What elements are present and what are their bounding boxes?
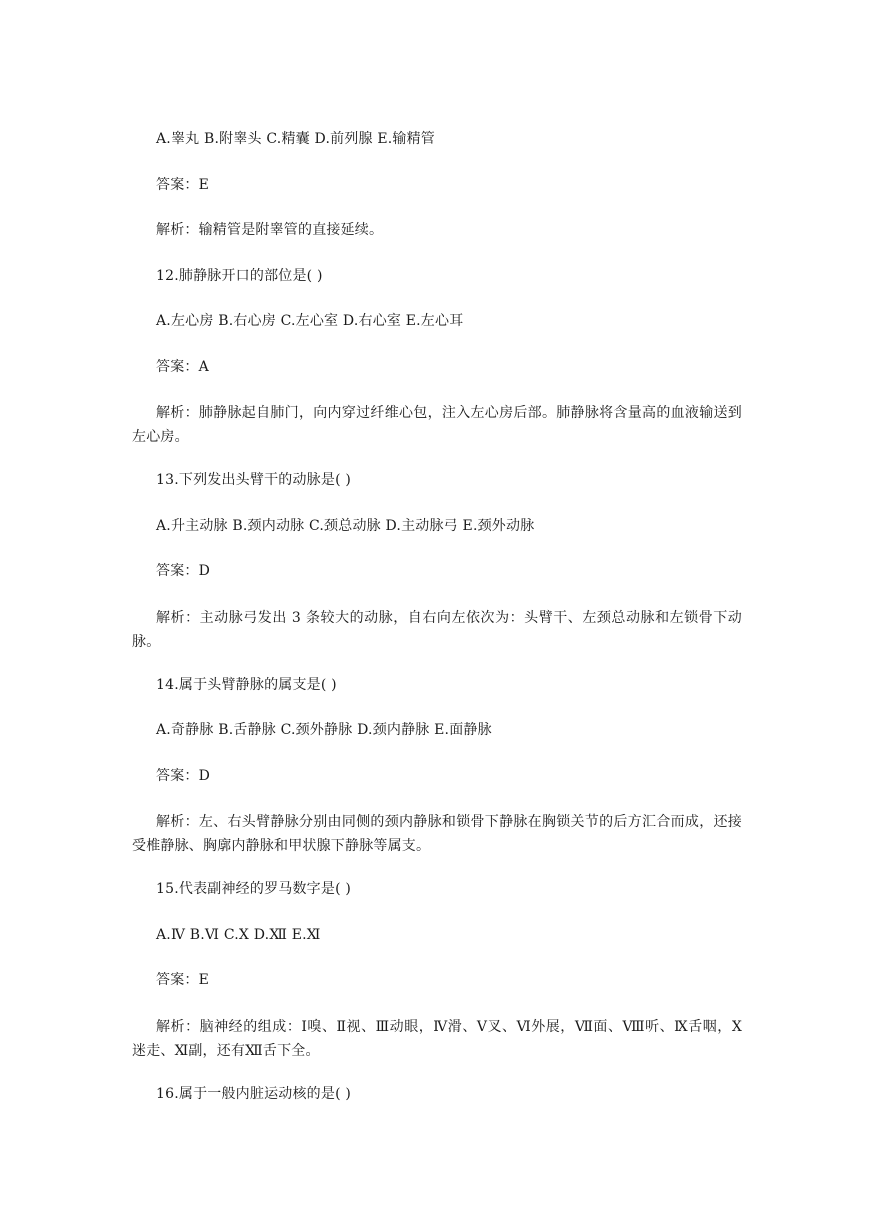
- q13-question: 13.下列发出头臂干的动脉是( ): [156, 472, 352, 488]
- q12-question: 12.肺静脉开口的部位是( ): [156, 268, 323, 284]
- q15-question: 15.代表副神经的罗马数字是( ): [156, 881, 352, 897]
- q11-options: A.睾丸 B.附睾头 C.精囊 D.前列腺 E.输精管: [156, 131, 436, 147]
- q11-answer: 答案：E: [156, 177, 210, 193]
- q12-answer: 答案：A: [156, 359, 209, 375]
- q14-answer: 答案：D: [156, 768, 211, 784]
- q13-answer: 答案：D: [156, 563, 211, 579]
- q14-options: A.奇静脉 B.舌静脉 C.颈外静脉 D.颈内静脉 E.面静脉: [156, 722, 492, 738]
- q12-analysis: 解析：肺静脉起自肺门，向内穿过纤维心包，注入左心房后部。肺静脉将含量高的血液输送到左心房。: [132, 405, 742, 445]
- q11-analysis: 解析：输精管是附睾管的直接延续。: [156, 222, 384, 238]
- q14-question: 14.属于头臂静脉的属支是( ): [156, 677, 337, 693]
- q15-options: A.Ⅳ B.Ⅵ C.Ⅹ D.Ⅻ E.Ⅺ: [156, 927, 321, 943]
- q14-analysis: 解析：左、右头臂静脉分别由同侧的颈内静脉和锁骨下静脉在胸锁关节的后方汇合而成，还接受椎静脉、胸廓内静脉和甲状腺下静脉等属支。: [132, 814, 742, 854]
- q15-analysis: 解析：脑神经的组成：Ⅰ嗅、Ⅱ视、Ⅲ动眼，Ⅳ滑、Ⅴ叉、Ⅵ外展，Ⅶ面、Ⅷ听、Ⅸ舌咽，Ⅹ迷走、Ⅺ副，还有Ⅻ舌下全。: [132, 1019, 742, 1059]
- q13-analysis: 解析：主动脉弓发出 3 条较大的动脉，自右向左依次为：头臂干、左颈总动脉和左锁骨下动脉。: [132, 610, 742, 650]
- q15-answer: 答案：E: [156, 972, 210, 988]
- q16-question: 16.属于一般内脏运动核的是( ): [156, 1086, 352, 1102]
- q12-options: A.左心房 B.右心房 C.左心室 D.右心室 E.左心耳: [156, 313, 464, 329]
- q13-options: A.升主动脉 B.颈内动脉 C.颈总动脉 D.主动脉弓 E.颈外动脉: [156, 518, 535, 534]
